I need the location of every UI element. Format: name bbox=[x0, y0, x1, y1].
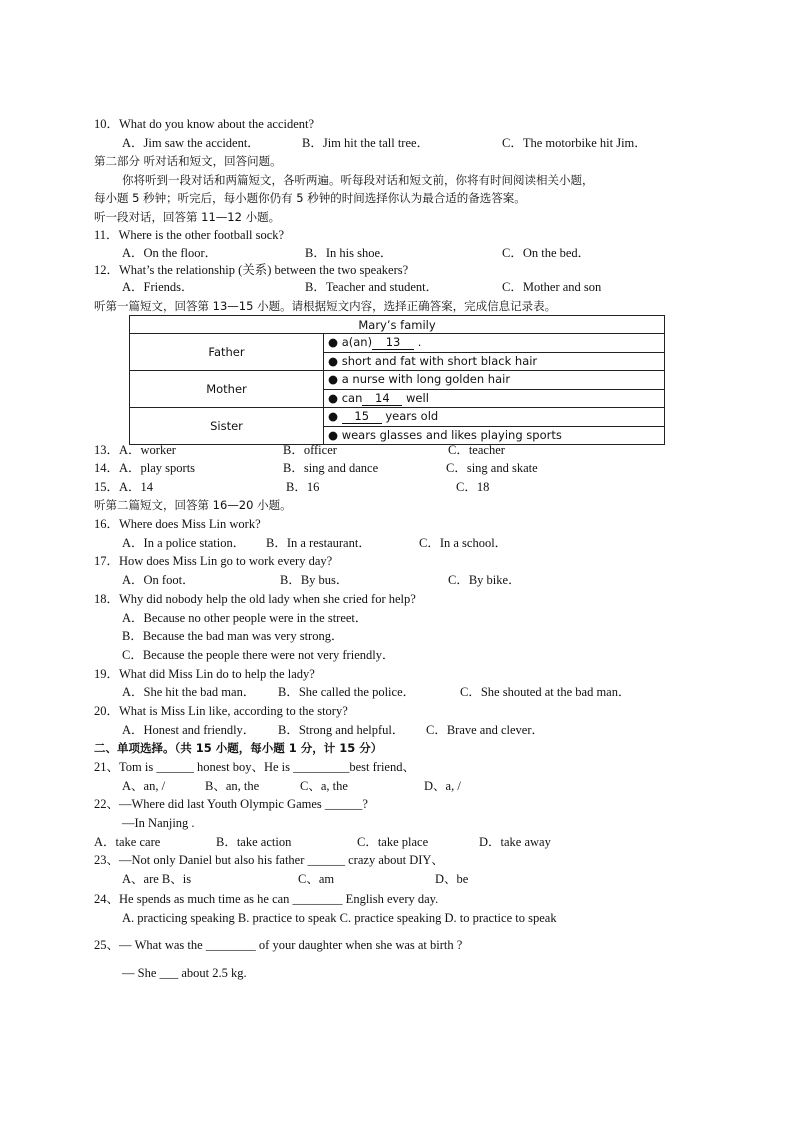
question-24: 24、He spends as much time as he can ________ English every day. bbox=[94, 892, 439, 906]
question-20: 20．What is Miss Lin like, according to the story? bbox=[94, 704, 348, 718]
option-14-c: C．sing and skate bbox=[446, 461, 538, 475]
option-12-a: A．Friends． bbox=[122, 280, 194, 294]
question-11: 11．Where is the other football sock? bbox=[94, 228, 285, 242]
blank-14: 14 bbox=[362, 392, 402, 406]
row-label: Mother bbox=[130, 371, 324, 408]
option-16-c: C．In a school． bbox=[419, 536, 508, 550]
option-15-b: B．16 bbox=[286, 480, 320, 494]
option-10-b: B．Jim hit the tall tree． bbox=[302, 136, 430, 150]
question-14: 14．A．play sports bbox=[94, 461, 196, 475]
option-17-b: B．By bus． bbox=[280, 573, 349, 587]
options-24: A. practicing speaking B. practice to speak C. practice speaking D. to practice to speak bbox=[122, 911, 557, 925]
option-23-ab: A、are B、is bbox=[122, 872, 192, 886]
option-11-c: C．On the bed． bbox=[502, 246, 591, 260]
option-19-b: B．She called the police． bbox=[278, 685, 416, 699]
option-14-b: B．sing and dance bbox=[283, 461, 379, 475]
option-21-b: B、an, the bbox=[205, 779, 260, 793]
question-15: 15．A．14 bbox=[94, 480, 154, 494]
marys-family-table bbox=[129, 315, 665, 445]
row-label: Father bbox=[130, 334, 324, 371]
option-16-b: B．In a restaurant． bbox=[266, 536, 371, 550]
question-18: 18．Why did nobody help the old lady when she cried for help? bbox=[94, 592, 416, 606]
option-11-b: B．In his shoe． bbox=[305, 246, 393, 260]
option-17-c: C．By bike． bbox=[448, 573, 521, 587]
option-10-a: A．Jim saw the accident． bbox=[122, 136, 260, 150]
option-18-a: A．Because no other people were in the street． bbox=[122, 611, 368, 625]
table-row-mother bbox=[130, 371, 665, 408]
part-2-heading: 第二部分 听对话和短文，回答问题。 bbox=[94, 154, 282, 168]
table-item: ● short and fat with short black hair bbox=[324, 352, 664, 371]
option-20-b: B．Strong and helpful． bbox=[278, 723, 405, 737]
option-18-b: B．Because the bad man was very strong． bbox=[122, 629, 344, 643]
option-21-d: D、a, / bbox=[424, 779, 461, 793]
option-22-b: B．take action bbox=[216, 835, 292, 849]
option-19-a: A．She hit the bad man． bbox=[122, 685, 256, 699]
instructions-line-1: 你将听到一段对话和两篇短文，各听两遍。听每段对话和短文前，你将有时间阅读相关小题， bbox=[122, 173, 594, 187]
question-13: 13．A．worker bbox=[94, 443, 176, 457]
section-2-heading: 二、单项选择。（共 15 小题，每小题 1 分，计 15 分） bbox=[94, 741, 383, 755]
passage-1-heading: 听第一篇短文，回答第 13—15 小题。请根据短文内容，选择正确答案，完成信息记录表。 bbox=[94, 299, 557, 313]
option-21-a: A、an, / bbox=[122, 779, 166, 793]
dialog-heading: 听一段对话，回答第 11—12 小题。 bbox=[94, 210, 281, 224]
option-22-c: C．take place bbox=[357, 835, 429, 849]
option-23-d: D、be bbox=[435, 872, 469, 886]
blank-13: 13 bbox=[372, 336, 414, 350]
table-row-father bbox=[130, 334, 665, 371]
question-23: 23、—Not only Daniel but also his father ______ crazy about DIY、 bbox=[94, 853, 444, 867]
question-10: 10．What do you know about the accident? bbox=[94, 117, 315, 131]
question-17: 17．How does Miss Lin go to work every day? bbox=[94, 554, 333, 568]
option-12-b: B．Teacher and student． bbox=[305, 280, 439, 294]
row-label: Sister bbox=[130, 408, 324, 445]
option-13-b: B．officer bbox=[283, 443, 337, 457]
question-12: 12．What’s the relationship (关系) between the two speakers? bbox=[94, 263, 409, 277]
table-item: ● a(an) 13 . bbox=[328, 335, 422, 349]
question-21: 21、Tom is ______ honest boy、He is _________best friend、 bbox=[94, 760, 415, 774]
response-25: — She ___ about 2.5 kg. bbox=[122, 966, 247, 980]
passage-2-heading: 听第二篇短文，回答第 16—20 小题。 bbox=[94, 498, 292, 512]
option-21-c: C、a, the bbox=[300, 779, 348, 793]
option-23-c: C、am bbox=[298, 872, 335, 886]
option-17-a: A．On foot． bbox=[122, 573, 195, 587]
option-11-a: A．On the floor． bbox=[122, 246, 218, 260]
option-19-c: C．She shouted at the bad man． bbox=[460, 685, 631, 699]
option-20-a: A．Honest and friendly． bbox=[122, 723, 256, 737]
response-22: —In Nanjing . bbox=[122, 816, 195, 830]
question-22: 22、—Where did last Youth Olympic Games ______? bbox=[94, 797, 368, 811]
option-22-d: D．take away bbox=[479, 835, 551, 849]
table-row-sister bbox=[130, 408, 665, 445]
table-item: ● a nurse with long golden hair bbox=[328, 372, 511, 386]
table-item: ● 15 years old bbox=[328, 409, 439, 423]
instructions-line-2: 每小题 5 秒钟；听完后，每小题你仍有 5 秒钟的时间选择你认为最合适的备选答案。 bbox=[94, 191, 526, 205]
table-title: Mary’s family bbox=[130, 316, 665, 334]
option-22-a: A．take care bbox=[94, 835, 161, 849]
question-25: 25、— What was the ________ of your daughter when she was at birth ? bbox=[94, 938, 463, 952]
blank-15: 15 bbox=[342, 410, 382, 424]
option-20-c: C．Brave and clever． bbox=[426, 723, 545, 737]
question-19: 19．What did Miss Lin do to help the lady? bbox=[94, 667, 315, 681]
option-18-c: C．Because the people there were not very friendly． bbox=[122, 648, 395, 662]
table-item: ● wears glasses and likes playing sports bbox=[324, 426, 664, 445]
option-10-c: C．The motorbike hit Jim． bbox=[502, 136, 647, 150]
option-15-c: C．18 bbox=[456, 480, 490, 494]
option-13-c: C．teacher bbox=[448, 443, 505, 457]
table-item: ● can 14 well bbox=[324, 389, 664, 408]
option-12-c: C．Mother and son bbox=[502, 280, 602, 294]
question-16: 16．Where does Miss Lin work? bbox=[94, 517, 261, 531]
option-16-a: A．In a police station． bbox=[122, 536, 246, 550]
